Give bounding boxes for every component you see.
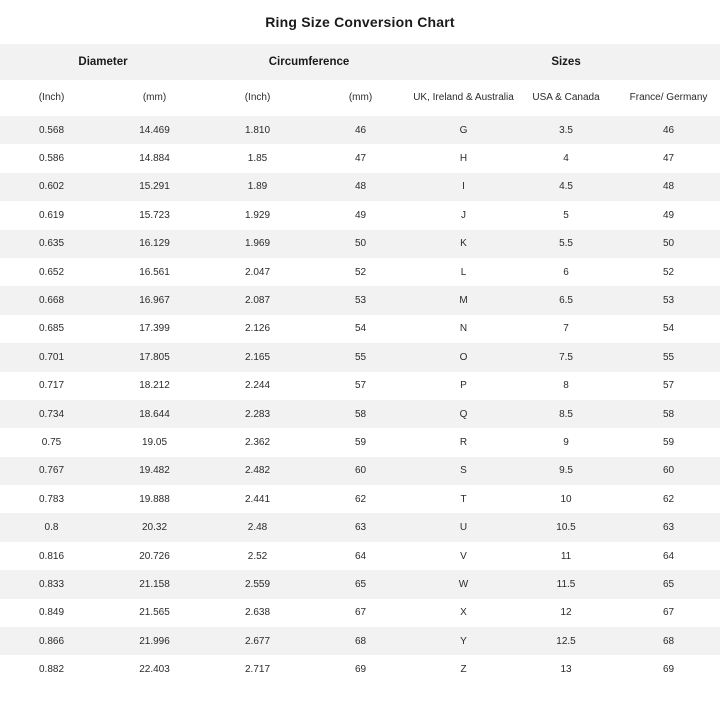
cell-circumference-inch: 2.48: [206, 513, 309, 541]
cell-circumference-mm: 53: [309, 286, 412, 314]
cell-size-france: 57: [617, 372, 720, 400]
table-row: [0, 570, 720, 598]
cell-size-france: 55: [617, 343, 720, 371]
cell-circumference-mm: 48: [309, 173, 412, 201]
cell-circumference-inch: 1.969: [206, 230, 309, 258]
cell-circumference-mm: 64: [309, 542, 412, 570]
cell-circumference-inch: 2.126: [206, 315, 309, 343]
cell-size-uk: P: [412, 372, 515, 400]
cell-diameter-inch: 0.586: [0, 144, 103, 172]
cell-size-france: 48: [617, 173, 720, 201]
cell-size-france: 47: [617, 144, 720, 172]
cell-diameter-inch: 0.734: [0, 400, 103, 428]
cell-diameter-inch: 0.619: [0, 201, 103, 229]
cell-size-usa: 6: [515, 258, 617, 286]
group-header-circumference: Circumference: [206, 44, 412, 80]
cell-size-usa: 11.5: [515, 570, 617, 598]
cell-circumference-mm: 49: [309, 201, 412, 229]
cell-diameter-mm: 14.884: [103, 144, 206, 172]
cell-diameter-mm: 21.158: [103, 570, 206, 598]
group-header-diameter: Diameter: [0, 44, 206, 80]
column-header-diameter-mm: (mm): [103, 80, 206, 116]
cell-diameter-mm: 18.644: [103, 400, 206, 428]
cell-size-france: 53: [617, 286, 720, 314]
cell-size-usa: 9: [515, 428, 617, 456]
cell-circumference-inch: 2.52: [206, 542, 309, 570]
cell-diameter-inch: 0.866: [0, 627, 103, 655]
cell-diameter-inch: 0.849: [0, 599, 103, 627]
cell-circumference-mm: 52: [309, 258, 412, 286]
cell-size-uk: S: [412, 457, 515, 485]
cell-circumference-inch: 2.165: [206, 343, 309, 371]
cell-circumference-mm: 62: [309, 485, 412, 513]
table-row: [0, 343, 720, 371]
cell-size-france: 60: [617, 457, 720, 485]
cell-circumference-mm: 60: [309, 457, 412, 485]
table-row: [0, 457, 720, 485]
cell-circumference-inch: 2.559: [206, 570, 309, 598]
ring-size-conversion-table: [0, 44, 720, 684]
cell-circumference-mm: 69: [309, 655, 412, 683]
table-row: [0, 286, 720, 314]
cell-size-uk: T: [412, 485, 515, 513]
table-row: [0, 201, 720, 229]
cell-diameter-inch: 0.833: [0, 570, 103, 598]
cell-size-uk: Z: [412, 655, 515, 683]
cell-size-france: 59: [617, 428, 720, 456]
cell-diameter-mm: 21.565: [103, 599, 206, 627]
cell-size-france: 64: [617, 542, 720, 570]
cell-circumference-mm: 67: [309, 599, 412, 627]
column-header-circumference-inch: (Inch): [206, 80, 309, 116]
cell-diameter-mm: 19.05: [103, 428, 206, 456]
cell-size-france: 63: [617, 513, 720, 541]
cell-diameter-mm: 17.805: [103, 343, 206, 371]
table-body: [0, 44, 720, 684]
table-group-header-row: [0, 44, 720, 80]
cell-diameter-inch: 0.701: [0, 343, 103, 371]
cell-diameter-mm: 21.996: [103, 627, 206, 655]
cell-size-uk: R: [412, 428, 515, 456]
table-row: [0, 144, 720, 172]
cell-diameter-mm: 20.726: [103, 542, 206, 570]
cell-diameter-inch: 0.816: [0, 542, 103, 570]
cell-diameter-mm: 16.561: [103, 258, 206, 286]
table-row: [0, 655, 720, 683]
cell-size-uk: K: [412, 230, 515, 258]
cell-diameter-mm: 19.482: [103, 457, 206, 485]
cell-size-france: 58: [617, 400, 720, 428]
cell-circumference-inch: 2.047: [206, 258, 309, 286]
cell-circumference-inch: 2.283: [206, 400, 309, 428]
cell-size-usa: 5.5: [515, 230, 617, 258]
cell-diameter-inch: 0.652: [0, 258, 103, 286]
table-row: [0, 627, 720, 655]
cell-size-france: 67: [617, 599, 720, 627]
cell-diameter-inch: 0.602: [0, 173, 103, 201]
cell-circumference-inch: 1.85: [206, 144, 309, 172]
cell-size-usa: 8.5: [515, 400, 617, 428]
cell-circumference-inch: 1.929: [206, 201, 309, 229]
cell-size-uk: N: [412, 315, 515, 343]
cell-size-france: 65: [617, 570, 720, 598]
table-row: [0, 173, 720, 201]
cell-diameter-inch: 0.717: [0, 372, 103, 400]
cell-size-usa: 12.5: [515, 627, 617, 655]
cell-circumference-mm: 50: [309, 230, 412, 258]
cell-size-uk: W: [412, 570, 515, 598]
cell-size-uk: Y: [412, 627, 515, 655]
cell-size-usa: 7.5: [515, 343, 617, 371]
cell-circumference-inch: 2.244: [206, 372, 309, 400]
cell-circumference-mm: 57: [309, 372, 412, 400]
table-row: [0, 400, 720, 428]
cell-size-usa: 5: [515, 201, 617, 229]
cell-size-uk: M: [412, 286, 515, 314]
cell-circumference-inch: 2.441: [206, 485, 309, 513]
cell-size-usa: 3.5: [515, 116, 617, 144]
table-row: [0, 599, 720, 627]
cell-size-uk: I: [412, 173, 515, 201]
table-row: [0, 428, 720, 456]
column-header-france-germany: France/ Germany: [617, 80, 720, 116]
column-header-uk-ireland-australia: UK, Ireland & Australia: [412, 80, 515, 116]
cell-size-uk: X: [412, 599, 515, 627]
cell-circumference-inch: 2.638: [206, 599, 309, 627]
cell-circumference-inch: 2.677: [206, 627, 309, 655]
cell-diameter-mm: 14.469: [103, 116, 206, 144]
cell-size-uk: Q: [412, 400, 515, 428]
cell-size-uk: G: [412, 116, 515, 144]
cell-circumference-mm: 55: [309, 343, 412, 371]
cell-diameter-inch: 0.635: [0, 230, 103, 258]
table-row: [0, 485, 720, 513]
cell-circumference-inch: 1.810: [206, 116, 309, 144]
group-header-sizes: Sizes: [412, 44, 720, 80]
cell-size-usa: 10: [515, 485, 617, 513]
cell-size-usa: 6.5: [515, 286, 617, 314]
column-header-circumference-mm: (mm): [309, 80, 412, 116]
cell-circumference-inch: 1.89: [206, 173, 309, 201]
cell-size-france: 52: [617, 258, 720, 286]
cell-size-usa: 13: [515, 655, 617, 683]
cell-size-uk: U: [412, 513, 515, 541]
cell-circumference-mm: 65: [309, 570, 412, 598]
cell-size-usa: 12: [515, 599, 617, 627]
cell-circumference-mm: 59: [309, 428, 412, 456]
cell-circumference-mm: 63: [309, 513, 412, 541]
cell-size-usa: 4: [515, 144, 617, 172]
cell-circumference-mm: 47: [309, 144, 412, 172]
cell-size-usa: 4.5: [515, 173, 617, 201]
cell-diameter-inch: 0.767: [0, 457, 103, 485]
cell-circumference-mm: 58: [309, 400, 412, 428]
column-header-diameter-inch: (Inch): [0, 80, 103, 116]
table-sub-header-row: [0, 80, 720, 116]
cell-circumference-inch: 2.482: [206, 457, 309, 485]
table-row: [0, 542, 720, 570]
cell-size-usa: 10.5: [515, 513, 617, 541]
cell-circumference-mm: 54: [309, 315, 412, 343]
cell-size-france: 54: [617, 315, 720, 343]
table-row: [0, 372, 720, 400]
cell-size-uk: H: [412, 144, 515, 172]
cell-circumference-mm: 46: [309, 116, 412, 144]
cell-diameter-mm: 18.212: [103, 372, 206, 400]
table-row: [0, 230, 720, 258]
cell-diameter-mm: 16.967: [103, 286, 206, 314]
cell-size-uk: J: [412, 201, 515, 229]
cell-diameter-inch: 0.8: [0, 513, 103, 541]
cell-diameter-inch: 0.882: [0, 655, 103, 683]
table-row: [0, 258, 720, 286]
cell-diameter-inch: 0.685: [0, 315, 103, 343]
cell-circumference-inch: 2.087: [206, 286, 309, 314]
cell-diameter-mm: 20.32: [103, 513, 206, 541]
cell-size-france: 49: [617, 201, 720, 229]
cell-diameter-inch: 0.668: [0, 286, 103, 314]
cell-diameter-mm: 16.129: [103, 230, 206, 258]
cell-size-uk: V: [412, 542, 515, 570]
cell-circumference-inch: 2.717: [206, 655, 309, 683]
table-row: [0, 513, 720, 541]
cell-size-france: 62: [617, 485, 720, 513]
cell-size-france: 69: [617, 655, 720, 683]
cell-size-uk: L: [412, 258, 515, 286]
cell-size-usa: 9.5: [515, 457, 617, 485]
cell-diameter-mm: 15.723: [103, 201, 206, 229]
cell-diameter-mm: 17.399: [103, 315, 206, 343]
page-title: Ring Size Conversion Chart: [265, 14, 455, 30]
cell-size-usa: 7: [515, 315, 617, 343]
table-row: [0, 116, 720, 144]
column-header-usa-canada: USA & Canada: [515, 80, 617, 116]
table-row: [0, 315, 720, 343]
cell-size-france: 46: [617, 116, 720, 144]
cell-circumference-mm: 68: [309, 627, 412, 655]
cell-size-uk: O: [412, 343, 515, 371]
cell-size-usa: 8: [515, 372, 617, 400]
cell-diameter-mm: 19.888: [103, 485, 206, 513]
cell-circumference-inch: 2.362: [206, 428, 309, 456]
cell-diameter-mm: 22.403: [103, 655, 206, 683]
cell-size-france: 68: [617, 627, 720, 655]
cell-size-usa: 11: [515, 542, 617, 570]
cell-diameter-inch: 0.568: [0, 116, 103, 144]
cell-diameter-inch: 0.783: [0, 485, 103, 513]
cell-size-france: 50: [617, 230, 720, 258]
cell-diameter-inch: 0.75: [0, 428, 103, 456]
cell-diameter-mm: 15.291: [103, 173, 206, 201]
